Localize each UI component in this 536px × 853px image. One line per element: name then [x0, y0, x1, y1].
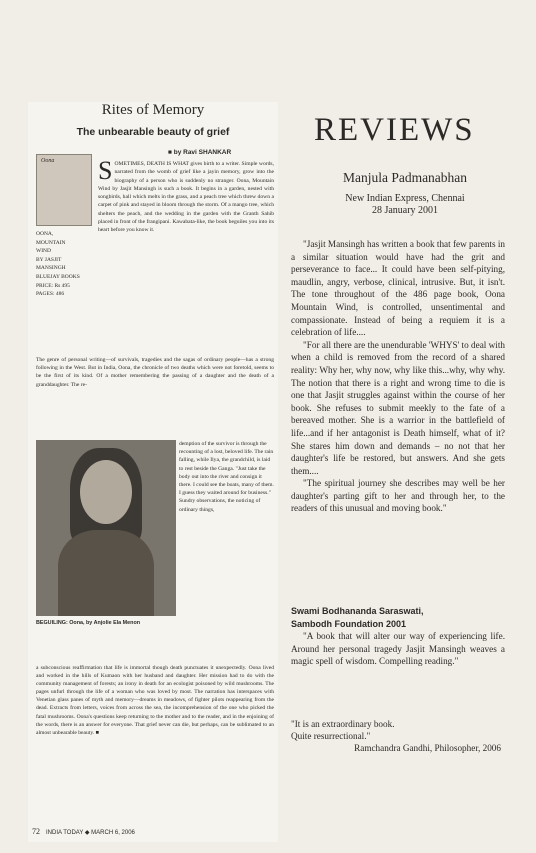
footer-text: INDIA TODAY ◆ MARCH 6, 2006: [46, 830, 135, 836]
gandhi-quote-line: "It is an extraordinary book.: [291, 719, 395, 729]
painting-face-shape: [80, 460, 132, 524]
swami-organization: Sambodh Foundation 2001: [291, 618, 407, 629]
review-gandhi: [291, 718, 511, 754]
painting-torso-shape: [58, 530, 154, 616]
page-footer: [32, 827, 135, 836]
cover-title: Oona: [41, 158, 55, 164]
reviews-heading: REVIEWS: [314, 112, 475, 148]
book-publisher: BLUEJAY BOOKS: [36, 273, 80, 280]
reviewer-name: Manjula Padmanabhan: [342, 170, 468, 185]
clipping-subtitle: The unbearable beauty of grief: [76, 126, 230, 138]
book-author-line: BY JASJIT: [36, 256, 62, 263]
review-source: [310, 193, 500, 217]
book-title-line: MOUNTAIN: [36, 239, 66, 246]
clipping-title: Rites of Memory: [101, 102, 205, 118]
review-paragraph: "For all there are the unendurable 'WHYS' to deal with when a child is removed from the record of a shared reality: Why her, why now, why like this...why, why why. The notion that there is a right and wrong time to die is one that Jasjit struggles against within the course of her book. She refuses to submit meekly to the fate of a bereaved mother. She is a warrior in the battlefield of life...and if her antagonist is Death himself, what of it? She stares him down and demands – no not that her daughter's life be restored, but answers. And she gets them....: [291, 339, 505, 476]
swami-quote: "A book that will alter our way of experiencing life. Around her personal tragedy Jasjit Mansingh weaves a magic spell of wisdom. Compelling reading.": [291, 631, 505, 667]
lead-paragraph: [98, 156, 274, 235]
photo-caption: BEGUILING: Oona, by Anjolie Ela Menon: [36, 620, 141, 626]
book-cover-image: [36, 154, 92, 226]
review-paragraph: "The spiritual journey she describes may well be her daughter's parting gift to her and through her, to the readers of this unusual and moving book.": [291, 478, 505, 514]
magazine-clipping: [28, 102, 278, 842]
article-paragraph: The genre of personal writing—of survivals, tragedies and the sagas of ordinary people—has a strong following in the West. But in India, Oona, the chronicle of two deaths which were not foretold, seems to be the first of its kind. Of a mother remembering the passing of a daughter and the death of a granddaughter. The re-: [36, 357, 274, 388]
swami-name: Swami Bodhananda Saraswati,: [291, 606, 424, 616]
article-paragraph: demption of the survivor is through the recounting of a lost, beloved life. The rain falling, while Ilya, the grandchild, is laid to rest beside the Ganga. "Just take the body out into the river and consign it there. I could see the boats, many of them. I guess they waited around for business." Sundry observations, the noticing of ordinary things,: [179, 441, 274, 513]
review-paragraph: "Jasjit Mansingh has written a book that few parents in a similar situation would have had the grit and perseverance to face... It could have been self-pitying, maudlin, angry, verbose, clinical, intrusive. But, it isn't. The tone throughout of the 486 page book, Oona Mountain Wind, is controlled, unsentimental and compassionate. Instead of being a requiem it is a celebration of life....: [291, 239, 506, 338]
review-date: 28 January 2001: [371, 205, 439, 216]
review-text: [291, 238, 505, 515]
review-publication: New Indian Express, Chennai: [345, 193, 465, 204]
gandhi-quote-line: Quite resurrectional.": [291, 731, 371, 741]
portrait-painting-image: [36, 440, 176, 616]
book-details: [36, 230, 96, 299]
lead-text: OMETIMES, DEATH IS WHAT gives birth to a writer. Simple words, narrated from the womb of grief like a jayin memory, grow into the biography of a person who is suddenly no stranger. Oona, Mountain Wind by Jasjit Mansingh is such a book. It begins in a garden, nested with songbirds, hall which melts in the grass, and a peach tree which threw down a carpet of pink and stayed in bloom through the storm. Of a mango tree, which shelters the peach, and the wedding in the garden with the Granth Sahib placed in front of the frangipani. Kawabata-like, the book beguiles you into its heart before you know it.: [98, 161, 274, 234]
byline: ■ by Ravi SHANKAR: [168, 149, 232, 156]
book-pages: PAGES: 486: [36, 291, 65, 298]
book-title-line: WIND: [36, 248, 51, 255]
book-price: PRICE: Rs 495: [36, 282, 70, 289]
page-number: 72: [32, 827, 40, 836]
drop-cap: S: [98, 156, 113, 185]
review-swami: [291, 605, 505, 668]
book-author-line: MANSINGH: [36, 265, 66, 272]
book-title-line: OONA,: [36, 231, 54, 237]
article-paragraph: a subconscious reaffirmation that life is immortal though death punctuates it unexpectedly. Oona lived and worked in the hills of Kumaon with her husband and daughter. Her mission had to do with the community management of forests; an irony in death for an ecologist poisoned by wild mushrooms. The pages unfurl through the life of a woman who was loved by most. The narration has interspaces with Venetian glass panes of myth and memory—dreams in meadows, of fighter pilots reappearing from the dead. Extracts from letters, voices from across the sea, the incomprehension of the one who picked the fatal mushrooms. Oona's questions keep returning to the mother and to the reader, and in the enjoining of the words, there is an answer for everyone. That grief never can die, but perhaps, can be sublimated to an almost unbearable beauty. ■: [36, 665, 274, 736]
gandhi-attribution: Ramchandra Gandhi, Philosopher, 2006: [354, 743, 501, 753]
